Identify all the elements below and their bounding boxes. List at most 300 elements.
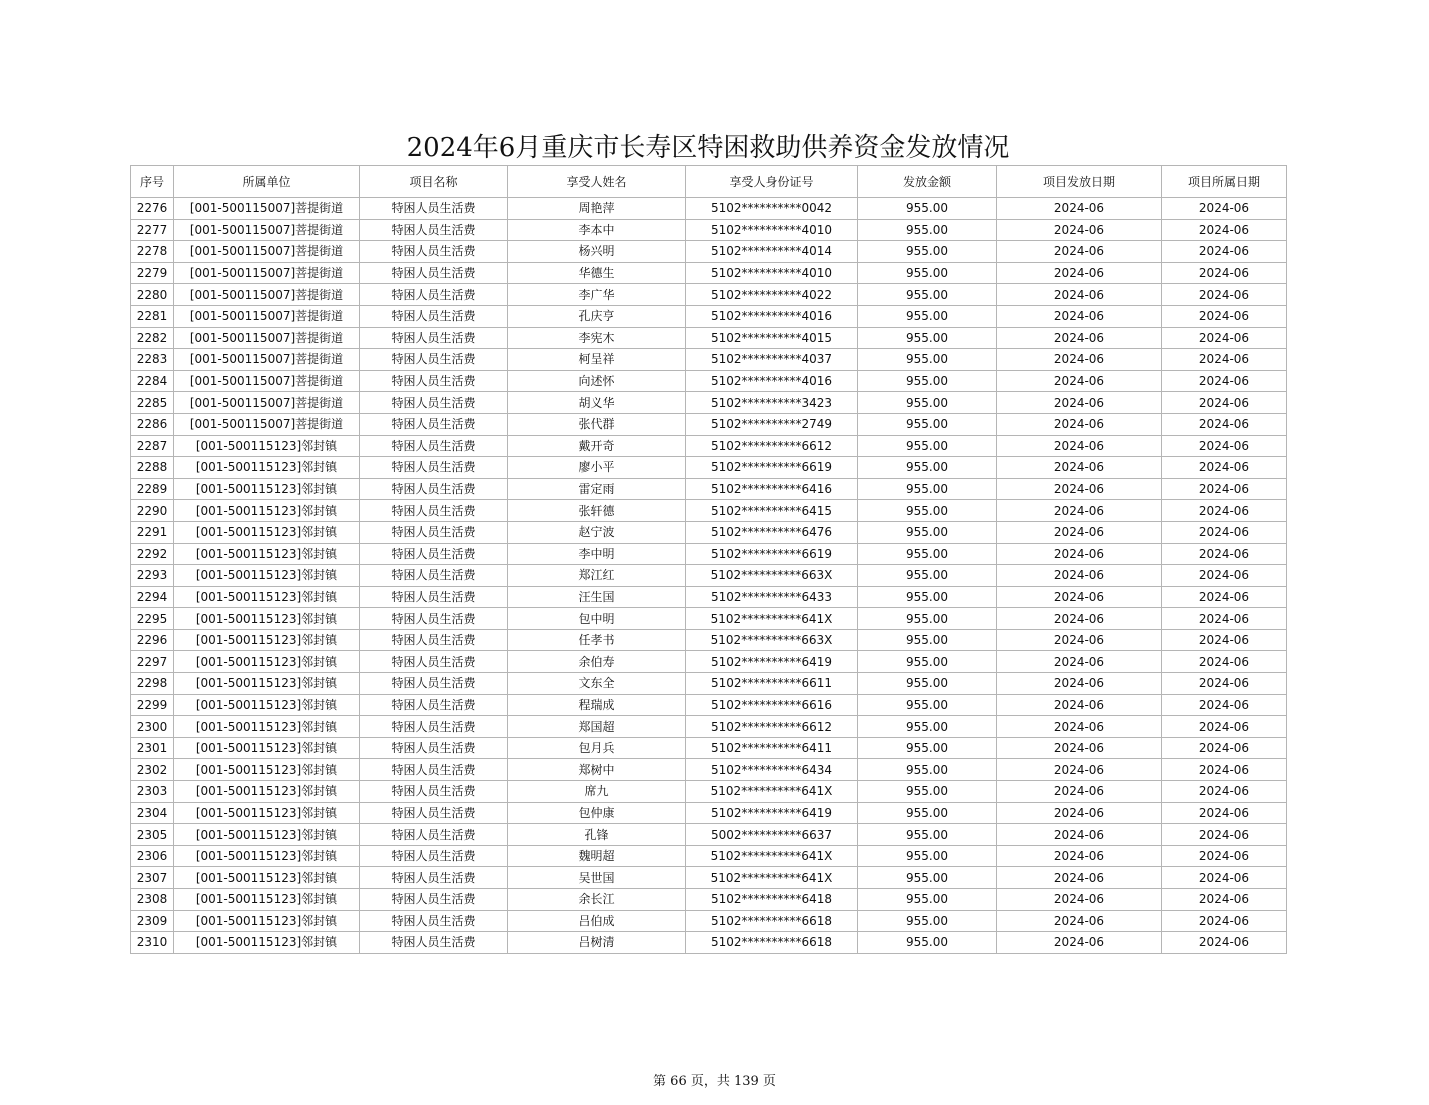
cell-payment-date: 2024-06 <box>997 284 1162 306</box>
cell-id-number: 5102**********6419 <box>686 651 858 673</box>
cell-id-number: 5102**********4010 <box>686 219 858 241</box>
cell-recipient-name: 向述怀 <box>508 370 686 392</box>
cell-amount: 955.00 <box>858 262 997 284</box>
cell-id-number: 5102**********6434 <box>686 759 858 781</box>
table-header-row <box>131 166 1287 198</box>
cell-id-number: 5102**********6612 <box>686 435 858 457</box>
cell-recipient-name: 廖小平 <box>508 457 686 479</box>
cell-index: 2288 <box>131 457 174 479</box>
cell-period: 2024-06 <box>1162 845 1287 867</box>
cell-index: 2281 <box>131 305 174 327</box>
cell-id-number: 5102**********6476 <box>686 521 858 543</box>
cell-unit: [001-500115123]邻封镇 <box>174 521 360 543</box>
cell-amount: 955.00 <box>858 305 997 327</box>
table-row <box>131 802 1287 824</box>
cell-project: 特困人员生活费 <box>360 521 508 543</box>
cell-amount: 955.00 <box>858 867 997 889</box>
table-row <box>131 910 1287 932</box>
cell-payment-date: 2024-06 <box>997 889 1162 911</box>
cell-amount: 955.00 <box>858 586 997 608</box>
cell-unit: [001-500115123]邻封镇 <box>174 824 360 846</box>
cell-unit: [001-500115123]邻封镇 <box>174 759 360 781</box>
cell-id-number: 5102**********6433 <box>686 586 858 608</box>
cell-amount: 955.00 <box>858 673 997 695</box>
cell-recipient-name: 李中明 <box>508 543 686 565</box>
cell-unit: [001-500115007]菩提街道 <box>174 349 360 371</box>
cell-index: 2285 <box>131 392 174 414</box>
table-row <box>131 737 1287 759</box>
cell-recipient-name: 李本中 <box>508 219 686 241</box>
table-body <box>131 198 1287 954</box>
cell-payment-date: 2024-06 <box>997 608 1162 630</box>
payment-table <box>130 165 1287 954</box>
cell-id-number: 5102**********6619 <box>686 543 858 565</box>
cell-unit: [001-500115123]邻封镇 <box>174 737 360 759</box>
cell-period: 2024-06 <box>1162 327 1287 349</box>
cell-period: 2024-06 <box>1162 478 1287 500</box>
cell-project: 特困人员生活费 <box>360 889 508 911</box>
cell-unit: [001-500115123]邻封镇 <box>174 543 360 565</box>
cell-recipient-name: 吕伯成 <box>508 910 686 932</box>
cell-project: 特困人员生活费 <box>360 435 508 457</box>
cell-unit: [001-500115007]菩提街道 <box>174 284 360 306</box>
cell-amount: 955.00 <box>858 370 997 392</box>
cell-recipient-name: 文东全 <box>508 673 686 695</box>
cell-amount: 955.00 <box>858 327 997 349</box>
cell-project: 特困人员生活费 <box>360 413 508 435</box>
cell-project: 特困人员生活费 <box>360 673 508 695</box>
cell-index: 2284 <box>131 370 174 392</box>
cell-amount: 955.00 <box>858 910 997 932</box>
cell-recipient-name: 孔锋 <box>508 824 686 846</box>
cell-project: 特困人员生活费 <box>360 500 508 522</box>
cell-recipient-name: 华德生 <box>508 262 686 284</box>
cell-recipient-name: 胡义华 <box>508 392 686 414</box>
cell-period: 2024-06 <box>1162 241 1287 263</box>
cell-amount: 955.00 <box>858 392 997 414</box>
cell-amount: 955.00 <box>858 349 997 371</box>
cell-payment-date: 2024-06 <box>997 241 1162 263</box>
cell-period: 2024-06 <box>1162 781 1287 803</box>
cell-project: 特困人员生活费 <box>360 219 508 241</box>
cell-index: 2291 <box>131 521 174 543</box>
cell-id-number: 5102**********2749 <box>686 413 858 435</box>
page-number: 第 66 页，共 139 页 <box>653 1074 776 1089</box>
cell-payment-date: 2024-06 <box>997 435 1162 457</box>
cell-recipient-name: 包月兵 <box>508 737 686 759</box>
cell-project: 特困人员生活费 <box>360 759 508 781</box>
cell-unit: [001-500115123]邻封镇 <box>174 845 360 867</box>
cell-project: 特困人员生活费 <box>360 198 508 220</box>
cell-unit: [001-500115123]邻封镇 <box>174 867 360 889</box>
cell-project: 特困人员生活费 <box>360 716 508 738</box>
cell-index: 2290 <box>131 500 174 522</box>
cell-recipient-name: 余伯寿 <box>508 651 686 673</box>
cell-index: 2307 <box>131 867 174 889</box>
cell-index: 2298 <box>131 673 174 695</box>
cell-amount: 955.00 <box>858 651 997 673</box>
cell-payment-date: 2024-06 <box>997 910 1162 932</box>
cell-period: 2024-06 <box>1162 889 1287 911</box>
cell-index: 2304 <box>131 802 174 824</box>
cell-index: 2289 <box>131 478 174 500</box>
document-title: 2024年6月重庆市长寿区特困救助供养资金发放情况 <box>406 133 1010 163</box>
cell-id-number: 5102**********6611 <box>686 673 858 695</box>
cell-id-number: 5102**********0042 <box>686 198 858 220</box>
table-row <box>131 370 1287 392</box>
cell-unit: [001-500115123]邻封镇 <box>174 932 360 954</box>
cell-amount: 955.00 <box>858 435 997 457</box>
cell-amount: 955.00 <box>858 284 997 306</box>
cell-unit: [001-500115007]菩提街道 <box>174 198 360 220</box>
cell-id-number: 5102**********641X <box>686 845 858 867</box>
cell-unit: [001-500115123]邻封镇 <box>174 565 360 587</box>
cell-amount: 955.00 <box>858 889 997 911</box>
cell-amount: 955.00 <box>858 500 997 522</box>
cell-recipient-name: 戴开奇 <box>508 435 686 457</box>
cell-index: 2294 <box>131 586 174 608</box>
cell-payment-date: 2024-06 <box>997 932 1162 954</box>
table-row <box>131 198 1287 220</box>
cell-recipient-name: 张代群 <box>508 413 686 435</box>
cell-period: 2024-06 <box>1162 392 1287 414</box>
cell-recipient-name: 李广华 <box>508 284 686 306</box>
cell-payment-date: 2024-06 <box>997 694 1162 716</box>
cell-unit: [001-500115123]邻封镇 <box>174 694 360 716</box>
cell-payment-date: 2024-06 <box>997 457 1162 479</box>
cell-project: 特困人员生活费 <box>360 457 508 479</box>
cell-unit: [001-500115007]菩提街道 <box>174 413 360 435</box>
table-row <box>131 845 1287 867</box>
cell-id-number: 5102**********6415 <box>686 500 858 522</box>
cell-payment-date: 2024-06 <box>997 349 1162 371</box>
cell-project: 特困人员生活费 <box>360 910 508 932</box>
cell-payment-date: 2024-06 <box>997 586 1162 608</box>
table-row <box>131 694 1287 716</box>
cell-unit: [001-500115007]菩提街道 <box>174 392 360 414</box>
table-row <box>131 759 1287 781</box>
cell-period: 2024-06 <box>1162 435 1287 457</box>
table-row <box>131 565 1287 587</box>
cell-project: 特困人员生活费 <box>360 543 508 565</box>
cell-id-number: 5102**********6619 <box>686 457 858 479</box>
cell-period: 2024-06 <box>1162 219 1287 241</box>
cell-payment-date: 2024-06 <box>997 781 1162 803</box>
cell-amount: 955.00 <box>858 413 997 435</box>
cell-unit: [001-500115123]邻封镇 <box>174 889 360 911</box>
table-row <box>131 651 1287 673</box>
cell-recipient-name: 雷定雨 <box>508 478 686 500</box>
table-row <box>131 781 1287 803</box>
cell-id-number: 5102**********6618 <box>686 910 858 932</box>
cell-id-number: 5102**********6416 <box>686 478 858 500</box>
table-row <box>131 305 1287 327</box>
cell-unit: [001-500115123]邻封镇 <box>174 478 360 500</box>
cell-payment-date: 2024-06 <box>997 673 1162 695</box>
cell-period: 2024-06 <box>1162 500 1287 522</box>
cell-payment-date: 2024-06 <box>997 219 1162 241</box>
cell-project: 特困人员生活费 <box>360 845 508 867</box>
cell-recipient-name: 孔庆亨 <box>508 305 686 327</box>
cell-payment-date: 2024-06 <box>997 370 1162 392</box>
table-row <box>131 608 1287 630</box>
cell-index: 2300 <box>131 716 174 738</box>
cell-index: 2292 <box>131 543 174 565</box>
cell-amount: 955.00 <box>858 932 997 954</box>
cell-unit: [001-500115007]菩提街道 <box>174 370 360 392</box>
cell-amount: 955.00 <box>858 608 997 630</box>
table-row <box>131 932 1287 954</box>
cell-payment-date: 2024-06 <box>997 478 1162 500</box>
cell-unit: [001-500115123]邻封镇 <box>174 629 360 651</box>
cell-unit: [001-500115123]邻封镇 <box>174 910 360 932</box>
cell-amount: 955.00 <box>858 716 997 738</box>
column-header-recipient-name: 享受人姓名 <box>508 166 686 198</box>
cell-index: 2283 <box>131 349 174 371</box>
cell-project: 特困人员生活费 <box>360 327 508 349</box>
cell-project: 特困人员生活费 <box>360 565 508 587</box>
cell-id-number: 5102**********6418 <box>686 889 858 911</box>
table-row <box>131 543 1287 565</box>
cell-project: 特困人员生活费 <box>360 737 508 759</box>
cell-payment-date: 2024-06 <box>997 521 1162 543</box>
table-row <box>131 241 1287 263</box>
cell-id-number: 5102**********641X <box>686 781 858 803</box>
cell-period: 2024-06 <box>1162 608 1287 630</box>
table-row <box>131 284 1287 306</box>
cell-period: 2024-06 <box>1162 543 1287 565</box>
cell-recipient-name: 吕树清 <box>508 932 686 954</box>
cell-project: 特困人员生活费 <box>360 392 508 414</box>
cell-unit: [001-500115123]邻封镇 <box>174 586 360 608</box>
cell-unit: [001-500115007]菩提街道 <box>174 219 360 241</box>
cell-project: 特困人员生活费 <box>360 651 508 673</box>
column-header-unit: 所属单位 <box>174 166 360 198</box>
cell-recipient-name: 魏明超 <box>508 845 686 867</box>
cell-project: 特困人员生活费 <box>360 629 508 651</box>
cell-amount: 955.00 <box>858 694 997 716</box>
cell-unit: [001-500115123]邻封镇 <box>174 457 360 479</box>
cell-period: 2024-06 <box>1162 370 1287 392</box>
cell-index: 2277 <box>131 219 174 241</box>
table-row <box>131 867 1287 889</box>
table-row <box>131 716 1287 738</box>
cell-unit: [001-500115007]菩提街道 <box>174 327 360 349</box>
cell-period: 2024-06 <box>1162 802 1287 824</box>
cell-unit: [001-500115123]邻封镇 <box>174 651 360 673</box>
cell-period: 2024-06 <box>1162 457 1287 479</box>
cell-payment-date: 2024-06 <box>997 759 1162 781</box>
cell-unit: [001-500115123]邻封镇 <box>174 500 360 522</box>
cell-period: 2024-06 <box>1162 673 1287 695</box>
cell-recipient-name: 程瑞成 <box>508 694 686 716</box>
cell-amount: 955.00 <box>858 824 997 846</box>
cell-period: 2024-06 <box>1162 932 1287 954</box>
cell-period: 2024-06 <box>1162 716 1287 738</box>
cell-unit: [001-500115123]邻封镇 <box>174 802 360 824</box>
cell-period: 2024-06 <box>1162 759 1287 781</box>
cell-period: 2024-06 <box>1162 521 1287 543</box>
cell-index: 2287 <box>131 435 174 457</box>
cell-payment-date: 2024-06 <box>997 327 1162 349</box>
cell-project: 特困人员生活费 <box>360 824 508 846</box>
table-row <box>131 673 1287 695</box>
cell-recipient-name: 杨兴明 <box>508 241 686 263</box>
cell-payment-date: 2024-06 <box>997 845 1162 867</box>
cell-index: 2309 <box>131 910 174 932</box>
cell-amount: 955.00 <box>858 241 997 263</box>
cell-period: 2024-06 <box>1162 262 1287 284</box>
cell-project: 特困人员生活费 <box>360 608 508 630</box>
cell-id-number: 5102**********4016 <box>686 370 858 392</box>
cell-project: 特困人员生活费 <box>360 586 508 608</box>
cell-id-number: 5102**********641X <box>686 608 858 630</box>
cell-unit: [001-500115007]菩提街道 <box>174 262 360 284</box>
column-header-project: 项目名称 <box>360 166 508 198</box>
cell-unit: [001-500115007]菩提街道 <box>174 305 360 327</box>
cell-index: 2282 <box>131 327 174 349</box>
cell-recipient-name: 包中明 <box>508 608 686 630</box>
cell-recipient-name: 吴世国 <box>508 867 686 889</box>
cell-amount: 955.00 <box>858 478 997 500</box>
cell-payment-date: 2024-06 <box>997 716 1162 738</box>
cell-payment-date: 2024-06 <box>997 262 1162 284</box>
cell-index: 2303 <box>131 781 174 803</box>
cell-period: 2024-06 <box>1162 629 1287 651</box>
column-header-index: 序号 <box>131 166 174 198</box>
cell-period: 2024-06 <box>1162 198 1287 220</box>
cell-period: 2024-06 <box>1162 565 1287 587</box>
cell-index: 2295 <box>131 608 174 630</box>
cell-index: 2301 <box>131 737 174 759</box>
cell-index: 2276 <box>131 198 174 220</box>
cell-payment-date: 2024-06 <box>997 305 1162 327</box>
cell-unit: [001-500115123]邻封镇 <box>174 673 360 695</box>
cell-recipient-name: 李宪木 <box>508 327 686 349</box>
cell-recipient-name: 周艳萍 <box>508 198 686 220</box>
cell-payment-date: 2024-06 <box>997 392 1162 414</box>
cell-project: 特困人员生活费 <box>360 694 508 716</box>
cell-period: 2024-06 <box>1162 586 1287 608</box>
cell-payment-date: 2024-06 <box>997 500 1162 522</box>
cell-recipient-name: 张轩德 <box>508 500 686 522</box>
cell-project: 特困人员生活费 <box>360 781 508 803</box>
cell-amount: 955.00 <box>858 543 997 565</box>
cell-amount: 955.00 <box>858 219 997 241</box>
table-row <box>131 392 1287 414</box>
cell-period: 2024-06 <box>1162 910 1287 932</box>
cell-id-number: 5102**********4010 <box>686 262 858 284</box>
cell-period: 2024-06 <box>1162 413 1287 435</box>
cell-payment-date: 2024-06 <box>997 867 1162 889</box>
cell-id-number: 5102**********3423 <box>686 392 858 414</box>
cell-id-number: 5102**********6411 <box>686 737 858 759</box>
cell-project: 特困人员生活费 <box>360 370 508 392</box>
cell-amount: 955.00 <box>858 802 997 824</box>
cell-index: 2278 <box>131 241 174 263</box>
cell-payment-date: 2024-06 <box>997 737 1162 759</box>
cell-id-number: 5102**********6618 <box>686 932 858 954</box>
table-row <box>131 349 1287 371</box>
cell-payment-date: 2024-06 <box>997 543 1162 565</box>
cell-id-number: 5102**********6612 <box>686 716 858 738</box>
cell-id-number: 5102**********4022 <box>686 284 858 306</box>
table-row <box>131 327 1287 349</box>
cell-recipient-name: 郑国超 <box>508 716 686 738</box>
cell-unit: [001-500115007]菩提街道 <box>174 241 360 263</box>
cell-project: 特困人员生活费 <box>360 241 508 263</box>
cell-index: 2279 <box>131 262 174 284</box>
table-row <box>131 889 1287 911</box>
cell-amount: 955.00 <box>858 521 997 543</box>
cell-amount: 955.00 <box>858 759 997 781</box>
table-row <box>131 435 1287 457</box>
cell-recipient-name: 郑树中 <box>508 759 686 781</box>
cell-project: 特困人员生活费 <box>360 305 508 327</box>
table-row <box>131 500 1287 522</box>
cell-recipient-name: 郑江红 <box>508 565 686 587</box>
cell-period: 2024-06 <box>1162 284 1287 306</box>
table-row <box>131 586 1287 608</box>
cell-index: 2305 <box>131 824 174 846</box>
column-header-period: 项目所属日期 <box>1162 166 1287 198</box>
cell-amount: 955.00 <box>858 565 997 587</box>
cell-payment-date: 2024-06 <box>997 824 1162 846</box>
cell-period: 2024-06 <box>1162 737 1287 759</box>
cell-id-number: 5102**********4016 <box>686 305 858 327</box>
cell-project: 特困人员生活费 <box>360 284 508 306</box>
cell-period: 2024-06 <box>1162 349 1287 371</box>
cell-unit: [001-500115123]邻封镇 <box>174 608 360 630</box>
column-header-amount: 发放金额 <box>858 166 997 198</box>
cell-id-number: 5102**********641X <box>686 867 858 889</box>
cell-amount: 955.00 <box>858 457 997 479</box>
cell-id-number: 5102**********4037 <box>686 349 858 371</box>
cell-project: 特困人员生活费 <box>360 478 508 500</box>
cell-unit: [001-500115123]邻封镇 <box>174 435 360 457</box>
cell-payment-date: 2024-06 <box>997 629 1162 651</box>
table-row <box>131 413 1287 435</box>
cell-recipient-name: 余长江 <box>508 889 686 911</box>
cell-payment-date: 2024-06 <box>997 802 1162 824</box>
cell-index: 2299 <box>131 694 174 716</box>
column-header-id-number: 享受人身份证号 <box>686 166 858 198</box>
cell-project: 特困人员生活费 <box>360 349 508 371</box>
cell-period: 2024-06 <box>1162 867 1287 889</box>
cell-amount: 955.00 <box>858 845 997 867</box>
cell-recipient-name: 任孝书 <box>508 629 686 651</box>
cell-index: 2308 <box>131 889 174 911</box>
table-row <box>131 262 1287 284</box>
table-row <box>131 478 1287 500</box>
cell-id-number: 5102**********6419 <box>686 802 858 824</box>
cell-unit: [001-500115123]邻封镇 <box>174 716 360 738</box>
cell-amount: 955.00 <box>858 737 997 759</box>
cell-payment-date: 2024-06 <box>997 413 1162 435</box>
cell-index: 2280 <box>131 284 174 306</box>
cell-recipient-name: 汪生国 <box>508 586 686 608</box>
cell-amount: 955.00 <box>858 629 997 651</box>
cell-index: 2296 <box>131 629 174 651</box>
cell-index: 2286 <box>131 413 174 435</box>
cell-index: 2310 <box>131 932 174 954</box>
cell-amount: 955.00 <box>858 781 997 803</box>
cell-id-number: 5102**********4015 <box>686 327 858 349</box>
cell-recipient-name: 包仲康 <box>508 802 686 824</box>
cell-index: 2293 <box>131 565 174 587</box>
cell-recipient-name: 赵宁波 <box>508 521 686 543</box>
cell-index: 2306 <box>131 845 174 867</box>
